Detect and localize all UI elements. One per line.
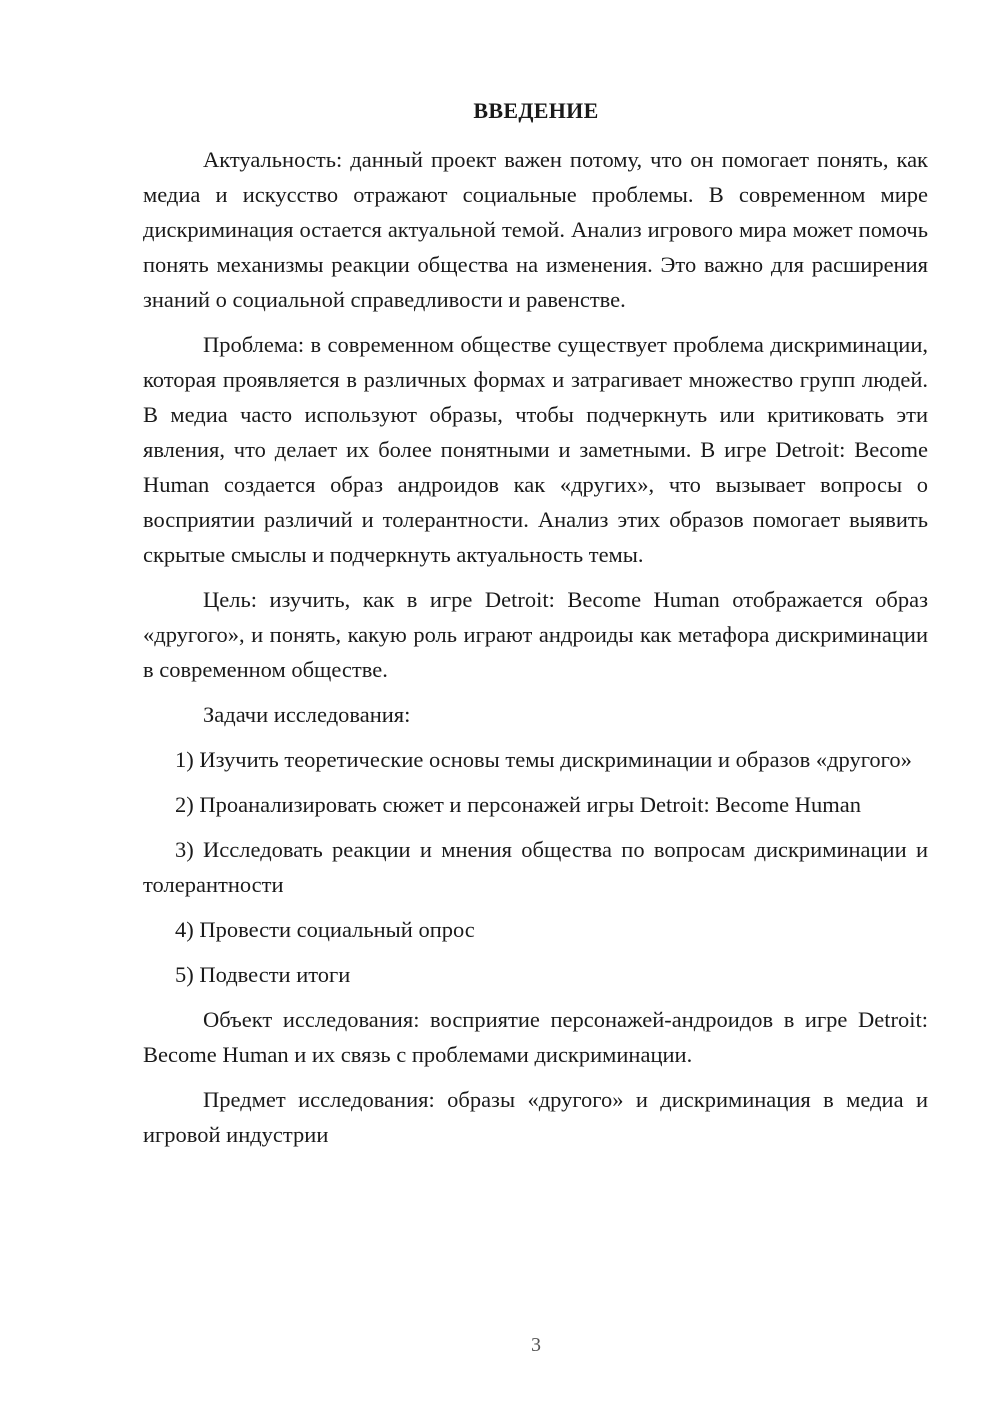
paragraph-object: Объект исследования: восприятие персонажей-андроидов в игре Detroit: Become Human и их связь с проблемами дискриминации. [143,1007,928,1067]
document-body [143,142,928,1162]
tasks-heading: Задачи исследования: [203,702,411,727]
page-number: 3 [531,1334,541,1356]
page-title: ВВЕДЕНИЕ [473,98,599,123]
list-item: 4) Провести социальный опрос [175,917,475,942]
paragraph-problem: Проблема: в современном обществе существует проблема дискриминации, которая проявляется в различных формах и затрагивает множество групп людей. В медиа часто используют образы, чтобы подчеркнуть или критиковать эти явления, что делает их более понятными и заметными. В игре Detroit: Become Human создается образ андроидов как «других», что вызывает вопросы о восприятии различий и толерантности. Анализ этих образов помогает выявить скрытые смыслы и подчеркнуть актуальность темы. [143,332,928,567]
list-item: 1) Изучить теоретические основы темы дискриминации и образов «другого» [175,747,912,772]
list-item: 3) Исследовать реакции и мнения общества по вопросам дискриминации и толерантности [143,837,928,897]
list-item: 2) Проанализировать сюжет и персонажей игры Detroit: Become Human [175,792,861,817]
paragraph-relevance: Актуальность: данный проект важен потому, что он помогает понять, как медиа и искусство отражают социальные проблемы. В современном мире дискриминация остается актуальной темой. Анализ игрового мира может помочь понять механизмы реакции общества на изменения. Это важно для расширения знаний о социальной справедливости и равенстве. [143,147,928,312]
paragraph-subject: Предмет исследования: образы «другого» и дискриминация в медиа и игровой индустрии [143,1087,928,1147]
list-item: 5) Подвести итоги [175,962,351,987]
paragraph-goal: Цель: изучить, как в игре Detroit: Become Human отображается образ «другого», и понять, какую роль играют андроиды как метафора дискриминации в современном обществе. [143,587,928,682]
